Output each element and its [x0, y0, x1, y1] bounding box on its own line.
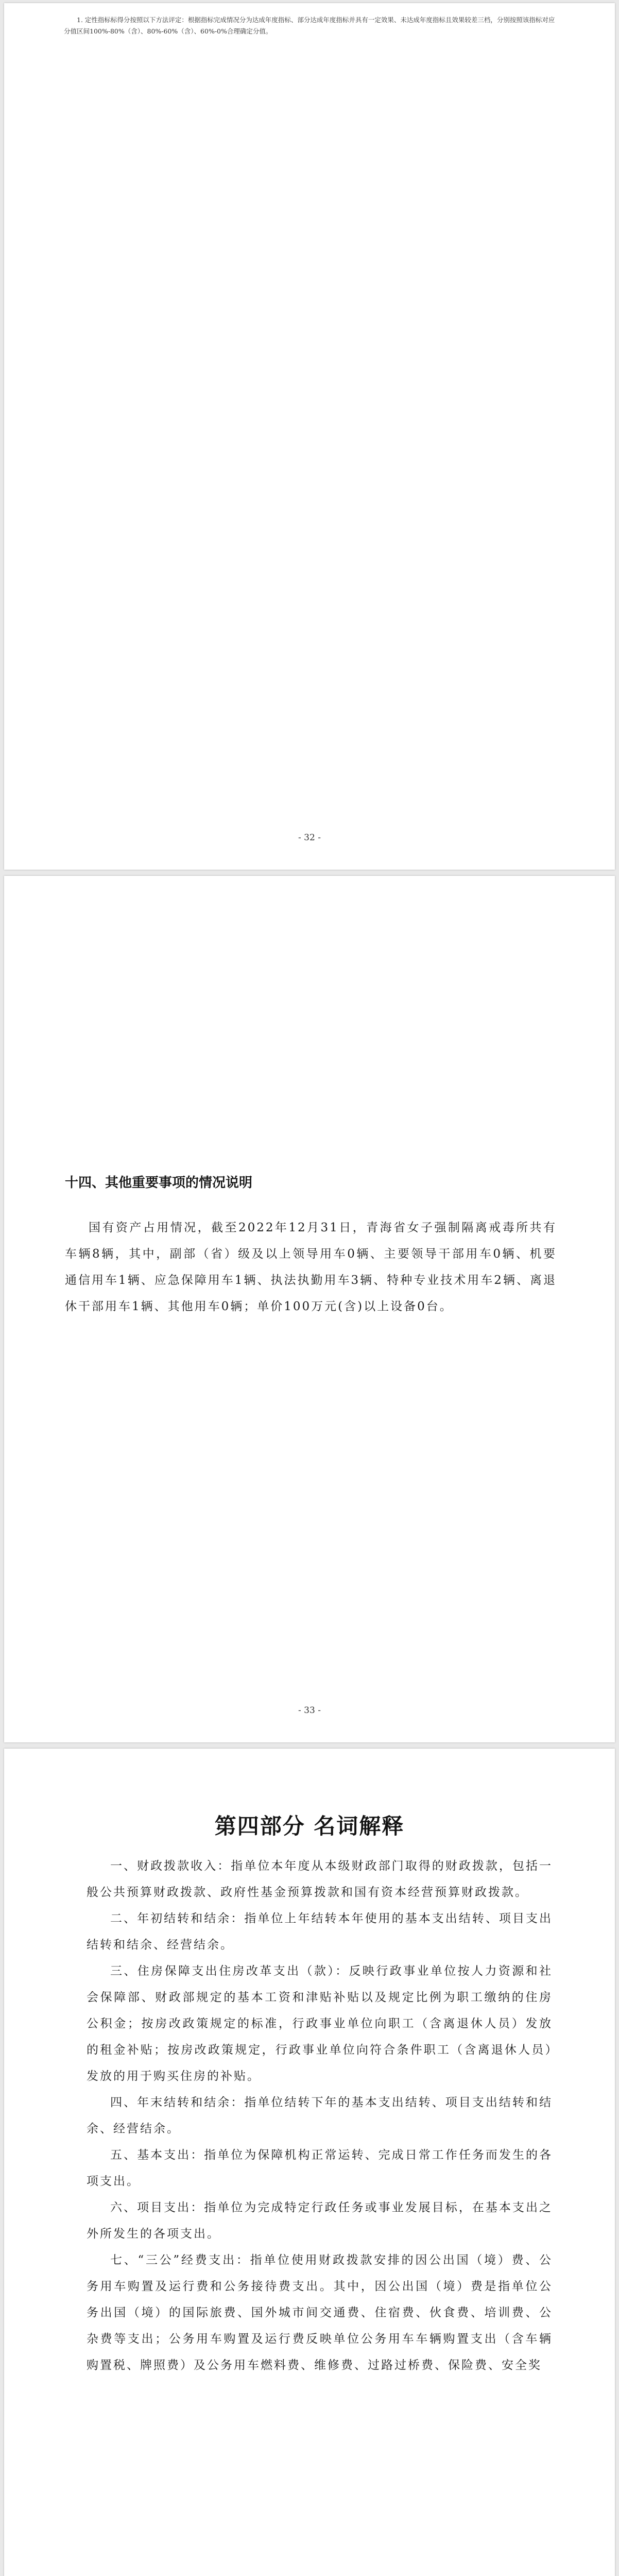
definition-paragraph: 一、财政拨款收入：指单位本年度从本级财政部门取得的财政拨款，包括一般公共预算财政拨款、政府性基金预算拨款和国有资本经营预算财政拨款。: [87, 1859, 553, 1899]
section-heading: 十四、其他重要事项的情况说明: [65, 1175, 253, 1191]
definitions-list: [87, 1853, 553, 2379]
body-paragraph: 国有资产占用情况，截至2022年12月31日，青海省女子强制隔离戒毒所共有车辆8辆，其中，副部（省）级及以上领导用车0辆、主要领导干部用车0辆、机要通信用车1辆、应急保障用车1辆、执法执勤用车3辆、特种专业技术用车2辆、离退休干部用车1辆、其他用车0辆；单价100万元(含)以上设备0台。: [65, 1221, 557, 1313]
page-32: [4, 3, 615, 870]
definition-paragraph: 七、“三公”经费支出：指单位使用财政拨款安排的因公出国（境）费、公务用车购置及运行费和公务接待费支出。其中，因公出国（境）费是指单位公务出国（境）的国际旅费、国外城市间交通费、住宿费、伙食费、培训费、公杂费等支出；公务用车购置及运行费反映单位公务用车车辆购置支出（含车辆购置税、牌照费）及公务用车燃料费、维修费、过路过桥费、保险费、安全奖: [87, 2253, 553, 2372]
page-number: - 32 -: [298, 833, 321, 843]
page-number: - 33 -: [298, 1705, 321, 1716]
definition-paragraph: 二、年初结转和结余：指单位上年结转本年使用的基本支出结转、项目支出结转和结余、经营结余。: [87, 1912, 553, 1952]
definition-paragraph: 五、基本支出：指单位为保障机构正常运转、完成日常工作任务而发生的各项支出。: [87, 2148, 553, 2188]
part-title: 第四部分 名词解释: [214, 1814, 405, 1839]
definition-paragraph: 四、年末结转和结余：指单位结转下年的基本支出结转、项目支出结转和结余、经营结余。: [87, 2096, 553, 2136]
definition-paragraph: 六、项目支出：指单位为完成特定行政任务或事业发展目标，在基本支出之外所发生的各项支出。: [87, 2201, 553, 2241]
page-34: [4, 1749, 615, 2576]
footnote-text: 1. 定性指标标得分按照以下方法评定：根据指标完成情况分为达成年度指标、部分达成年度指标并具有一定效果、未达成年度指标且效果较差三档，分别按照该指标对应分值区间100%-80%（含）、80%-60%（含）、60%-0%合理确定分值。: [64, 16, 555, 35]
page-33: [4, 876, 615, 1742]
definition-paragraph: 三、住房保障支出住房改革支出（款）：反映行政事业单位按人力资源和社会保障部、财政部规定的基本工资和津贴补贴以及规定比例为职工缴纳的住房公积金；按房改政策规定的标准，行政事业单位向职工（含离退休人员）发放的租金补贴；按房改政策规定，行政事业单位向符合条件职工（含离退休人员）发放的用于购买住房的补贴。: [87, 1964, 553, 2083]
